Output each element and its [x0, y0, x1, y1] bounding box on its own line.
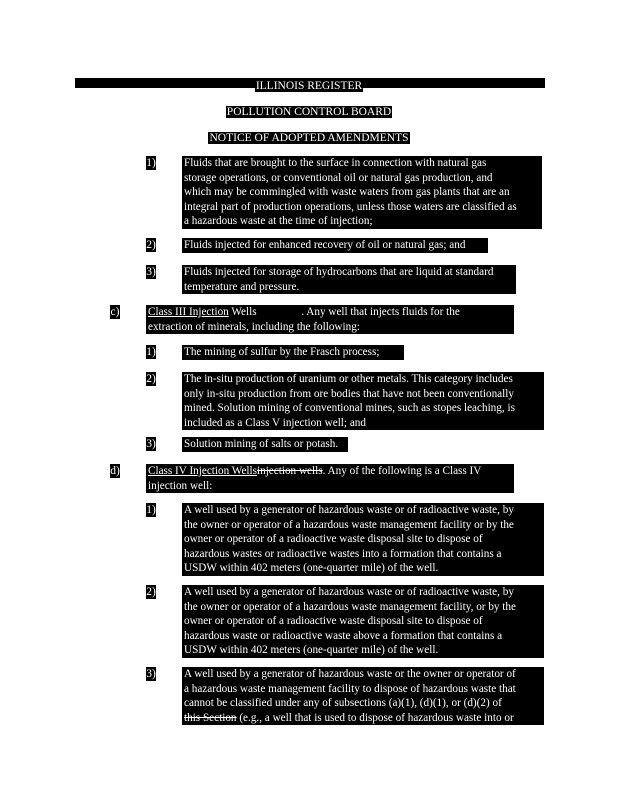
notice-title: NOTICE OF ADOPTED AMENDMENTS [209, 132, 409, 144]
section-heading: Class III Injection Wells . Any well that injects fluids for the extraction of minerals, including the following: [146, 305, 514, 334]
section-label: c) [110, 306, 120, 318]
paragraph-text: A well used by a generator of hazardous waste or of radioactive waste, by the owner or operator of a hazardous waste management facility, or by the owner or operator of a radioactive waste disposal site to dispose of hazardous waste or radioactive waste above a formation that contains a USDW within 402 meters (one-quarter mile) of the well. [182, 585, 544, 658]
paragraph-label: 1) [146, 346, 156, 358]
paragraph-text: Fluids injected for storage of hydrocarbons that are liquid at standard temperature and pressure. [182, 265, 516, 294]
paragraph-label: 2) [146, 586, 156, 598]
paragraph-text: The mining of sulfur by the Frasch process; [182, 345, 404, 360]
section-heading: Class IV Injection Wellsinjection wells. Any of the following is a Class IV injection well: [146, 464, 514, 493]
paragraph-label: 2) [146, 239, 156, 251]
paragraph-text: The in-situ production of uranium or other metals. This category includes only in-situ production from ore bodies that have not been conventionally mined. Solution mining of conventional mines, such as stopes leaching, is included as a Class V injection well; and [182, 372, 544, 430]
paragraph-label: 3) [146, 266, 156, 278]
paragraph-label: 2) [146, 373, 156, 385]
paragraph-label: 3) [146, 438, 156, 450]
paragraph-label: 1) [146, 157, 156, 169]
register-title: ILLINOIS REGISTER [255, 80, 363, 92]
paragraph-text: Fluids injected for enhanced recovery of oil or natural gas; and [182, 238, 488, 253]
section-label: d) [110, 465, 120, 477]
paragraph-text: Solution mining of salts or potash. [182, 437, 348, 452]
board-title: POLLUTION CONTROL BOARD [226, 106, 392, 118]
paragraph-label: 1) [146, 504, 156, 516]
paragraph-text: A well used by a generator of hazardous waste or of radioactive waste, by the owner or operator of a hazardous waste management facility or by the owner or operator of a radioactive waste disposal site to dispose of hazardous wastes or radioactive wastes into a formation that contains a USDW within 402 meters (one-quarter mile) of the well. [182, 503, 544, 576]
paragraph-text: A well used by a generator of hazardous waste or the owner or operator of a hazardous waste management facility to dispose of hazardous waste that cannot be classified under any of subsections (a)(1), (d)(1), or (d)(2) of this Section (e.g., a well that is used to dispose of hazardous waste into or [182, 667, 544, 725]
paragraph-label: 3) [146, 668, 156, 680]
paragraph-text: Fluids that are brought to the surface in connection with natural gas storage operations, or conventional oil or natural gas production, and which may be commingled with waste waters from gas plants that are an integral part of production operations, unless those waters are classified as a hazardous waste at the time of injection; [182, 156, 542, 229]
